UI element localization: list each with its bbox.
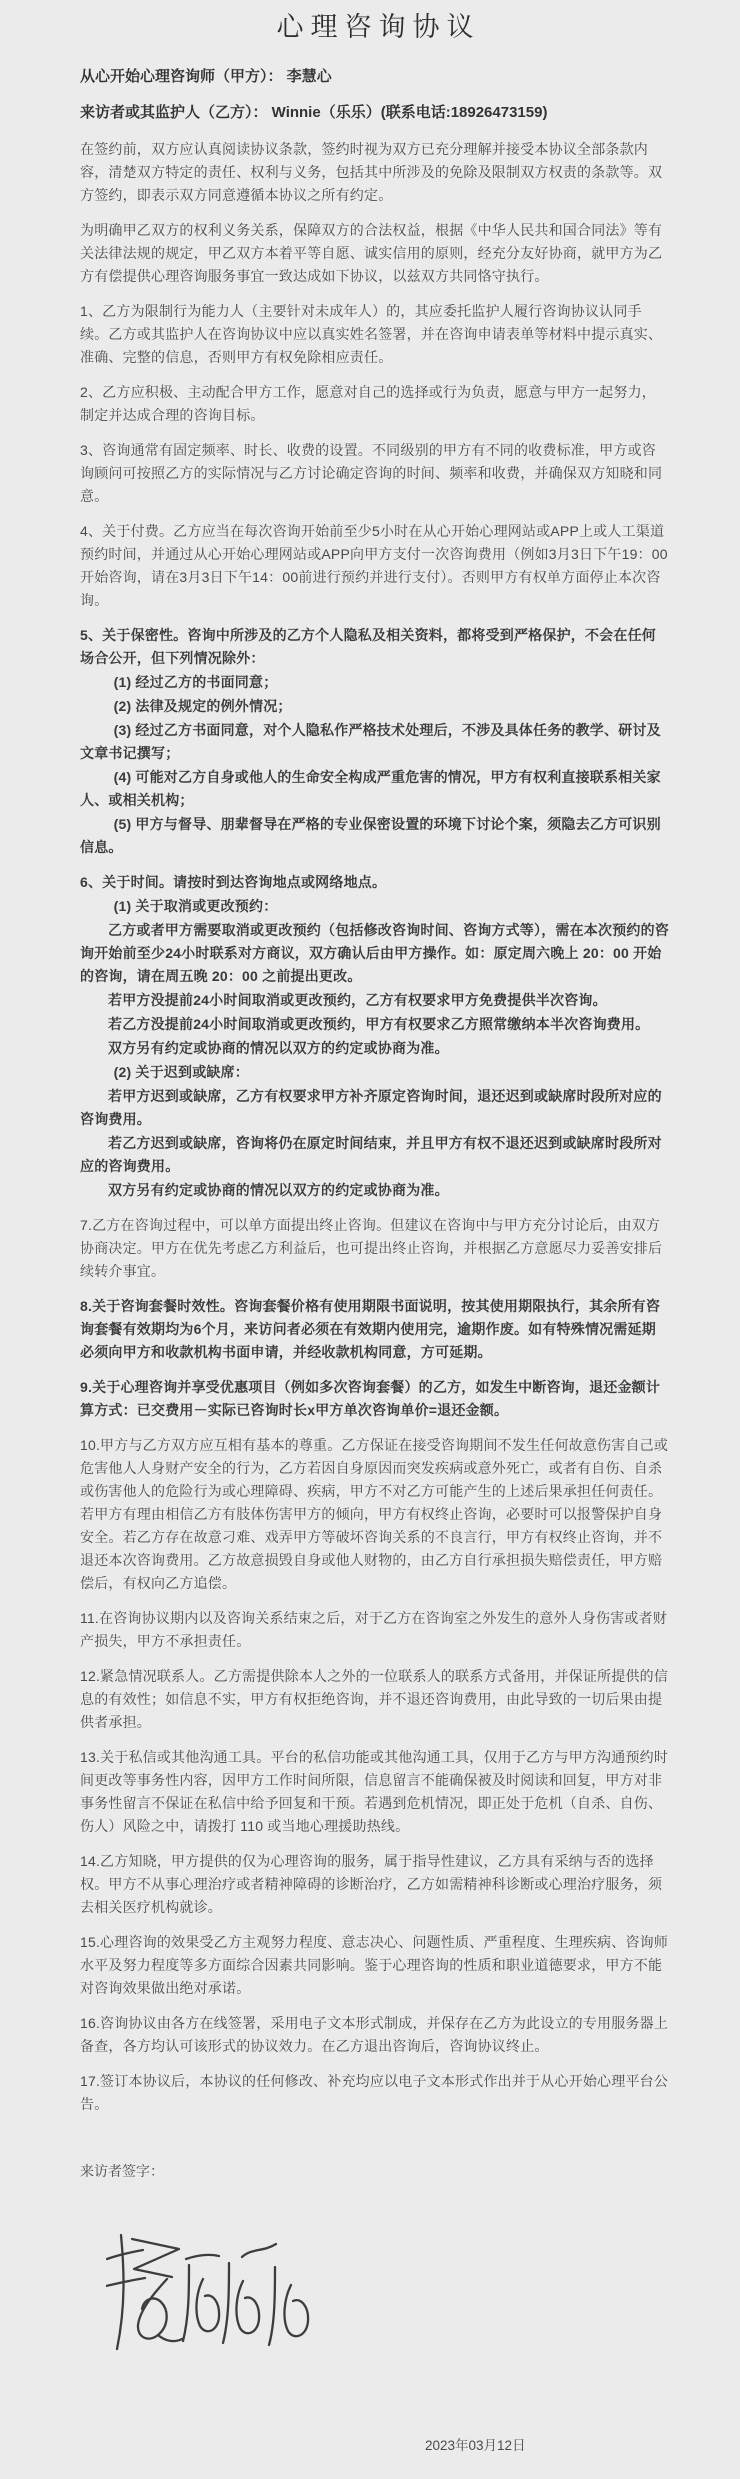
signature-area [106, 2231, 670, 2357]
clause-paragraph: 5、关于保密性。咨询中所涉及的乙方个人隐私及相关资料，都将受到严格保护，不会在任何场合公开，但下列情况除外： [80, 627, 656, 666]
clause-paragraph: 17.签订本协议后，本协议的任何修改、补充均应以电子文本形式作出并于从心开始心理平台公告。 [80, 2073, 669, 2112]
clause-paragraph: (1) 经过乙方的书面同意； [113, 674, 278, 690]
clause-paragraph: 6、关于时间。请按时到达咨询地点或网络地点。 [80, 874, 387, 890]
clause-paragraph: 若甲方迟到或缺席，乙方有权要求甲方补齐原定咨询时间，退还迟到或缺席时段所对应的咨询费用。 [80, 1088, 662, 1127]
clause-paragraph: (1) 关于取消或更改预约： [113, 898, 278, 914]
clause-paragraph: 双方另有约定或协商的情况以双方的约定或协商为准。 [108, 1040, 449, 1056]
clause-paragraph: 若乙方没提前24小时间取消或更改预约，甲方有权要求乙方照常缴纳本半次咨询费用。 [108, 1016, 650, 1032]
clause-paragraph: 乙方或者甲方需要取消或更改预约（包括修改咨询时间、咨询方式等），需在本次预约的咨询开始前至少24小时联系对方商议，双方确认后由甲方操作。如：原定周六晚上 20：00 开始的咨询，请在周五晚 20：00 之前提出更改。 [80, 922, 669, 984]
clause-paragraph: (4) 可能对乙方自身或他人的生命安全构成严重危害的情况，甲方有权利直接联系相关家人、或相关机构； [80, 769, 661, 808]
clause-paragraph: 7.乙方在咨询过程中，可以单方面提出终止咨询。但建议在咨询中与甲方充分讨论后，由双方协商决定。甲方在优先考虑乙方利益后，也可提出终止咨询，并根据乙方意愿尽力妥善安排后续转介事宜。 [80, 1217, 663, 1279]
clause-paragraph: 1、乙方为限制行为能力人（主要针对未成年人）的，其应委托监护人履行咨询协议认同手续。乙方或其监护人在咨询协议中应以真实姓名签署，并在咨询申请表单等材料中提示真实、准确、完整的信息，否则甲方有权免除相应责任。 [80, 303, 663, 365]
clause-paragraph: 双方另有约定或协商的情况以双方的约定或协商为准。 [108, 1182, 449, 1198]
clause-paragraph: (2) 关于迟到或缺席： [113, 1064, 249, 1080]
clause-paragraph: 13.关于私信或其他沟通工具。平台的私信功能或其他沟通工具，仅用于乙方与甲方沟通预约时间更改等事务性内容，因甲方工作时间所限，信息留言不能确保被及时阅读和回复，甲方对非事务性留言不保证在私信中给予回复和干预。若遇到危机情况，即正处于危机（自杀、自伤、伤人）风险之中，请拨打 110 或当地心理援助热线。 [80, 1749, 669, 1834]
clause-paragraph: 9.关于心理咨询并享受优惠项目（例如多次咨询套餐）的乙方，如发生中断咨询，退还金额计算方式：已交费用－实际已咨询时长x甲方单次咨询单价=退还金额。 [80, 1379, 661, 1418]
signature-label: 来访者签字： [80, 2163, 164, 2179]
clause-paragraph: 11.在咨询协议期内以及咨询关系结束之后，对于乙方在咨询室之外发生的意外人身伤害或者财产损失，甲方不承担责任。 [80, 1610, 668, 1649]
page-title: 心理咨询协议 [276, 12, 481, 42]
clause-paragraph: 3、咨询通常有固定频率、时长、收费的设置。不同级别的甲方有不同的收费标准，甲方或咨询顾问可按照乙方的实际情况与乙方讨论确定咨询的时间、频率和收费，并确保双方知晓和同意。 [80, 442, 663, 504]
clause-paragraph: 14.乙方知晓，甲方提供的仅为心理咨询的服务，属于指导性建议，乙方具有采纳与否的选择权。甲方不从事心理治疗或者精神障碍的诊断治疗，乙方如需精神科诊断或心理治疗服务，须去相关医疗机构就诊。 [80, 1853, 663, 1915]
clause-paragraph: 10.甲方与乙方双方应互相有基本的尊重。乙方保证在接受咨询期间不发生任何故意伤害自己或危害他人人身财产安全的行为，乙方若因自身原因而突发疾病或意外死亡，或者有自伤、自杀或伤害他人的危险行为或心理障碍、疾病，甲方不对乙方可能产生的上述后果承担任何责任。若甲方有理由相信乙方有肢体伤害甲方的倾向，甲方有权终止咨询，必要时可以报警保护自身安全。若乙方存在故意刁难、戏弄甲方等破坏咨询关系的不良言行，甲方有权终止咨询，并不退还本次咨询费用。乙方故意损毁自身或他人财物的，由乙方自行承担损失赔偿责任，甲方赔偿后，有权向乙方追偿。 [80, 1437, 669, 1591]
clause-paragraph: 16.咨询协议由各方在线签署，采用电子文本形式制成，并保存在乙方为此设立的专用服务器上备查，各方均认可该形式的协议效力。在乙方退出咨询后，咨询协议终止。 [80, 2015, 669, 2054]
clause-paragraph: 为明确甲乙双方的权利义务关系，保障双方的合法权益，根据《中华人民共和国合同法》等有关法律法规的规定，甲乙双方本着平等自愿、诚实信用的原则，经充分友好协商，就甲方为乙方有偿提供心理咨询服务事宜一致达成如下协议，以兹双方共同恪守执行。 [80, 222, 663, 284]
clause-paragraph: 若乙方迟到或缺席，咨询将仍在原定时间结束，并且甲方有权不退还迟到或缺席时段所对应的咨询费用。 [80, 1135, 662, 1174]
clause-paragraph: 若甲方没提前24小时间取消或更改预约，乙方有权要求甲方免费提供半次咨询。 [108, 992, 607, 1008]
party-a-line: 从心开始心理咨询师（甲方）： 李慧心 [80, 68, 332, 85]
party-b-line: 来访者或其监护人（乙方）： Winnie（乐乐）(联系电话:18926473159) [80, 104, 548, 121]
clause-paragraph: (5) 甲方与督导、朋辈督导在严格的专业保密设置的环境下讨论个案，须隐去乙方可识别信息。 [80, 816, 661, 855]
clause-paragraph: 在签约前，双方应认真阅读协议条款，签约时视为双方已充分理解并接受本协议全部条款内容，清楚双方特定的责任、权利与义务，包括其中所涉及的免除及限制双方权责的条款等。双方签约，即表示双方同意遵循本协议之所有约定。 [80, 141, 663, 203]
clause-paragraph: (3) 经过乙方书面同意，对个人隐私作严格技术处理后，不涉及具体任务的教学、研讨及文章书记撰写； [80, 722, 661, 761]
clause-paragraph: 12.紧急情况联系人。乙方需提供除本人之外的一位联系人的联系方式备用，并保证所提供的信息的有效性；如信息不实，甲方有权拒绝咨询，并不退还咨询费用，由此导致的一切后果由提供者承担。 [80, 1668, 669, 1730]
clause-paragraph: 8.关于咨询套餐时效性。咨询套餐价格有使用期限书面说明，按其使用期限执行，其余所有咨询套餐有效期均为6个月，来访问者必须在有效期内使用完，逾期作废。如有特殊情况需延期必须向甲方和收款机构书面申请，并经收款机构同意，方可延期。 [80, 1298, 661, 1360]
agreement-body [80, 138, 670, 2116]
signature-date: 2023年03月12日 [425, 2438, 526, 2453]
clause-paragraph: 2、乙方应积极、主动配合甲方工作，愿意对自己的选择或行为负责，愿意与甲方一起努力，制定并达成合理的咨询目标。 [80, 384, 656, 423]
signature-scrawl [106, 2231, 318, 2357]
clause-paragraph: 15.心理咨询的效果受乙方主观努力程度、意志决心、问题性质、严重程度、生理疾病、咨询师水平及努力程度等多方面综合因素共同影响。鉴于心理咨询的性质和职业道德要求，甲方不能对咨询效果做出绝对承诺。 [80, 1934, 669, 1996]
clause-paragraph: 4、关于付费。乙方应当在每次咨询开始前至少5小时在从心开始心理网站或APP上或人工渠道预约时间，并通过从心开始心理网站或APP向甲方支付一次咨询费用（例如3月3日下午19：00开始咨询，请在3月3日下午14：00前进行预约并进行支付）。否则甲方有权单方面停止本次咨询。 [80, 523, 668, 608]
clause-paragraph: (2) 法律及规定的例外情况； [113, 698, 292, 714]
